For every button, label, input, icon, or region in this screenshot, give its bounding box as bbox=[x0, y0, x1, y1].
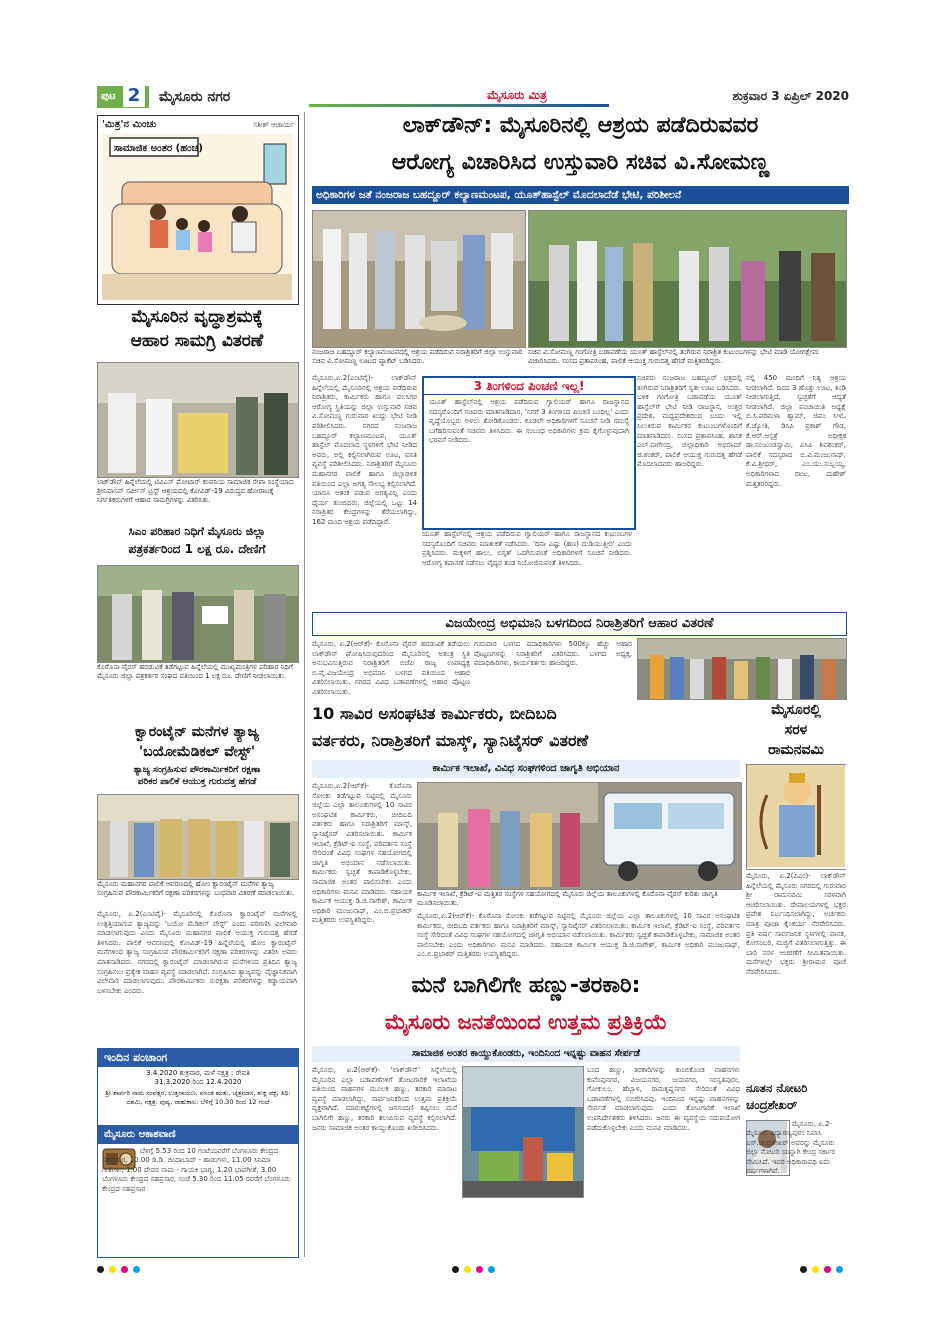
cmfund-headline bbox=[97, 523, 297, 561]
notary-box bbox=[746, 1080, 846, 1256]
lead-body-col4: ನಲ್ಲಿ 450 ಮಂದಿಗೆ ನಿತ್ಯ ಆಶ್ರಯ ನೀಡಲಾಗಿದೆ. ದಿನದ 3 ಹೊತ್ತು ಊಟ, ತಿಂಡಿ ನೀಡಲಾಗುತ್ತಿದೆ. ಸ್ವಚ್ಛತೆಗೆ ಆದ್ಯತೆ ನೀಡಲಾಗಿದೆ. ಜಿಲ್ಲಾ ಪಂಚಾಯಿತಿ ಅಧ್ಯಕ್ಷೆ ಬಿ.ಸಿ.ಪರಿಮಳಾ ಶ್ಯಾಮ್, ಜಿಪಂ ಸಿಇಓ ಕೆ.ಜ್ಯೋತಿ, ಡಿಸಿಪಿ ಪ್ರಕಾಶ್ ಗೌಡ, ಕೆ.ಆರ್.ಆಸ್ಪತ್ರೆ ಅಧೀಕ್ಷಕ ಡಾ.ನಂಜುಂಡಸ್ವಾಮಿ, ಎಸಿಪಿ ಶಿವಶಂಕರ್, ಪಾಲಿಕೆ ಸದಸ್ಯರಾದ ಬಿ.ವಿ.ಮಂಜುನಾಥ್, ಕೆ.ವಿ.ಶ್ರೀಧರ್, ಎಂ.ಯು.ಸುಬ್ಬಯ್ಯ, ಅಧಿಕಾರಿಗಳಾದ ರಾಜು, ಮಹೇಶ್ ಮತ್ತಿತರರಿದ್ದರು. bbox=[746, 374, 846, 488]
lead-caption-left: ನಂಜರಾಜ ಬಹದ್ದೂರ್ ಕಲ್ಯಾಣಮಂಟಪದಲ್ಲಿ ಆಶ್ರಯ ಪಡೆದಿರುವ ನಿರಾಶ್ರಿತರಿಗೆ ಜಿಲ್ಲಾ ಉಸ್ತುವಾರಿ ಸಚಿವ ವಿ.ಸೋಮಣ್ಣ ಊಟದ ಪ್ಯಾಕೆಟ್ ಬಡಿಸಿದರು. bbox=[312, 348, 523, 365]
registration-marks-right bbox=[800, 1266, 843, 1273]
oldage-headline bbox=[97, 305, 297, 357]
vijayendra-body-right: ಗುರುವಾರ ಬಳಗದ ಪದಾಧಿಕಾರಿಗಳು 500ಕ್ಕೂ ಹೆಚ್ಚು ಆಹಾರ ಪೊಟ್ಟಣಗಳನ್ನು ನಿರಾಶ್ರಿತರಿಗೆ ವಿತರಿಸಿದರು. ಬಳಗದ ಅಧ್ಯಕ್ಷ, ಪದಾಧಿಕಾರಿಗಳು, ಕಾರ್ಯಕರ್ತರು ಹಾಜರಿದ್ದರು. bbox=[474, 640, 632, 668]
cartoon-column-title: 'ಮಿತ್ರ'ನ ಮಿಂಚು bbox=[102, 119, 157, 130]
waste-subhead-line2: ಪರಿಕರ ಪಾಲಿಕೆ ಆಯುಕ್ತ ಗುರುದತ್ತ ಹೆಗಡೆ bbox=[137, 777, 257, 787]
panchanga-line1: 3.4.2020 ಶುಕ್ರವಾರ, ಮಳೆ ನಕ್ಷತ್ರ : ರೇವತಿ bbox=[146, 1069, 250, 1077]
radio-body: ಬೆಳಿಗ್ಗೆ 5.53 ರಿಂದ 10 ಗಂಟೆಯವರೆಗೆ ಬೆಂಗಳೂರು ಕೇಂದ್ರದ ಸಹಪ್ರಸಾರ, 10.00 ಡಿ.ಡಿ. ಜಿಂದಾಬಾದ್ - ಹಾಡುಗಳು, 11.00 ಸಿನಿಮಾ ಗೀತೆಗಳು, 1.00 ದೇವರ ನಾಮ - ಗಾಯಕಿ ಭಾಗ್ಯ, 1.20 ಭಾವಗೀತೆ, 3.00 ಬೆಂಗಳೂರು ಕೇಂದ್ರದ ಸಹಪ್ರಸಾರ, ಸಂಜೆ 5.30 ರಿಂದ 11.05 ರವರೆಗೆ ಬೆಂಗಳೂರು ಕೇಂದ್ರದ ಸಹಪ್ರಸಾರ bbox=[102, 1147, 291, 1193]
header-rule bbox=[309, 104, 609, 107]
workers-caption: ಕಾರ್ಮಿಕ ಇಲಾಖೆ, ಕ್ರೆಡಿಟ್-ಐ ಮತ್ತಿತರ ಸಂಸ್ಥೆಗಳ ಸಹಯೋಗದಲ್ಲಿ ಮೈಸೂರು ಜಿಲ್ಲೆಯ ತಾಲೂಕುಗಳಲ್ಲಿ ಕೊರೊನಾ ವೈರಸ್ ಕುರಿತು ಜಾಗೃತಿ ಮೂಡಿಸಲಾಯಿತು. bbox=[417, 890, 718, 907]
cmfund-headline-line2: ಪತ್ರಕರ್ತರಿಂದ 1 ಲಕ್ಷ ರೂ. ದೇಣಿಗೆ bbox=[128, 542, 266, 556]
registration-marks-center bbox=[452, 1266, 495, 1273]
radio-title: ಮೈಸೂರು ಆಕಾಶವಾಣಿ bbox=[98, 1127, 298, 1144]
workers-photo bbox=[417, 782, 742, 890]
pension-box-title: 3 ತಿಂಗಳಿಂದ ಪಿಂಚಣಿ ಇಲ್ಲ! bbox=[424, 378, 634, 395]
lead-caption-right: ಸಚಿವ ವಿ.ಸೋಮಣ್ಣ ಗಂಗೋತ್ರಿ ಬಡಾವಣೆಯ ಯೂತ್ ಹಾಸ್ಟೆಲ್‌ನಲ್ಲಿ ತಂಗಿರುವ ನಿರಾಶ್ರಿತ ಕುಟುಂಬಗಳನ್ನು ಭೇಟಿ ಮಾಡಿ ಯೋಗಕ್ಷೇಮ ವಿಚಾರಿಸಿದರು. ಸಂಸದ ಪ್ರತಾಪಸಿಂಹ, ಪಾಲಿಕೆ ಆಯುಕ್ತ ಗುರುದತ್ತ ಹೆಗಡೆ ಮತ್ತಿತರರಿದ್ದರು. bbox=[528, 348, 819, 365]
produce-headline bbox=[312, 968, 740, 1042]
radio-box bbox=[97, 1126, 299, 1258]
workers-body-cont bbox=[417, 912, 740, 966]
masthead: ಮೈಸೂರು ಮಿತ್ರ bbox=[487, 88, 547, 102]
waste-subhead-line1: ತ್ಯಾಜ್ಯ ಸಂಗ್ರಹಿಸುವ ಪೌರಕಾರ್ಮಿಕರಿಗೆ ರಕ್ಷಣಾ bbox=[133, 765, 261, 775]
workers-subhead: ಕಾರ್ಮಿಕ ಇಲಾಖೆ, ವಿವಿಧ ಸಂಘಗಳಿಂದ ಜಾಗೃತಿ ಅಭಿಯಾನ bbox=[312, 760, 740, 778]
lead-headline-line1: ಲಾಕ್‌ಡೌನ್: ಮೈಸೂರಿನಲ್ಲಿ ಆಶ್ರಯ ಪಡೆದಿರುವವರ bbox=[402, 113, 759, 138]
cmfund-photo bbox=[97, 565, 299, 663]
lead-strap: ಅಧಿಕಾರಿಗಳ ಜತೆ ನಂಜರಾಜ ಬಹದ್ದೂರ್ ಕಲ್ಯಾಣಮಂಟಪ, ಯೂತ್‌ಹಾಸ್ಟೆಲ್ ಮೊದಲಾದೆಡೆ ಭೇಟಿ, ಪರಿಶೀಲನೆ bbox=[312, 186, 849, 204]
lead-body-col3: ಸಚಿವರು ನಂಜರಾಜ ಬಹದ್ದೂರ್ ಛತ್ರದಲ್ಲಿ ತಂಗಿರುವ ನಿರಾಶ್ರಿತರಿಗೆ ಸ್ವತಃ ಊಟ ಬಡಿಸಿದರು. ಬಳಿಕ ಗಂಗೋತ್ರಿ ಬಡಾವಣೆಯ ಯೂತ್ ಹಾಸ್ಟೆಲ್‌ಗೆ ಭೇಟಿ ನೀಡಿ ರಾಜಸ್ಥಾನ, ಉತ್ತರ ಪ್ರದೇಶ, ಮಧ್ಯಪ್ರದೇಶದಿಂದ ಬಂದು ಇಲ್ಲಿ ಸಿಲುಕಿರುವ ಕಾರ್ಮಿಕರ ಕುಟುಂಬಗಳೊಂದಿಗೆ ಮಾತನಾಡಿದರು. ಸಂಸದ ಪ್ರತಾಪಸಿಂಹ, ಶಾಸಕ ಎಲ್.ನಾಗೇಂದ್ರ, ಜಿಲ್ಲಾಧಿಕಾರಿ ಅಭಿರಾಮ್ ಜಿ.ಶಂಕರ್, ಪಾಲಿಕೆ ಆಯುಕ್ತ ಗುರುದತ್ತ ಹೆಗಡೆ ಮೊದಲಾದವರು ಹಾಜರಿದ್ದರು. bbox=[637, 374, 742, 469]
waste-headline-line1: ಕ್ವಾರಂಟೈನ್ ಮನೆಗಳ ತ್ಯಾಜ್ಯ bbox=[135, 724, 259, 740]
ramanavami-body: ಮೈಸೂರು, ಏ.2(ಪಿಎಂ)- ಲಾಕ್‌ಡೌನ್ ಹಿನ್ನೆಲೆಯಲ್ಲಿ ಮೈಸೂರು ನಗರದಲ್ಲಿ ಗುರುವಾರ ಶ್ರೀ ರಾಮನವಮಿ ಸರಳವಾಗಿ ಆಚರಿಸಲಾಯಿತು. ದೇವಾಲಯಗಳಲ್ಲಿ ಭಕ್ತರ ಪ್ರವೇಶ ನಿರ್ಬಂಧಿಸಲಾಗಿದ್ದು, ಅರ್ಚಕರು ಮಾತ್ರ ಪೂಜಾ ಕೈಂಕರ್ಯ ನೆರವೇರಿಸಿದರು. ಪ್ರತಿ ವರ್ಷ ಸಾರ್ವಜನಿಕ ಸ್ಥಳಗಳಲ್ಲಿ ಪಾನಕ, ಕೋಸಂಬರಿ, ಮಜ್ಜಿಗೆ ವಿತರಿಸಲಾಗುತ್ತಿತ್ತು. ಈ ಬಾರಿ ಸರಳ ಆಚರಣೆಗೆ ಸೀಮಿತವಾಯಿತು. ಮನೆಗಳಲ್ಲೇ ಭಕ್ತರು ಶ್ರೀರಾಮನ ಪೂಜೆ ನೆರವೇರಿಸಿದರು. bbox=[746, 872, 846, 976]
waste-headline-line2: 'ಬಯೋಮೆಡಿಕಲ್ ವೇಸ್ಟ್' bbox=[138, 744, 256, 760]
lead-headline bbox=[312, 108, 849, 184]
cartoon-box bbox=[97, 115, 299, 305]
lead-photo-right bbox=[528, 210, 847, 348]
workers-headline-line2: ವರ್ತಕರು, ನಿರಾಶ್ರಿತರಿಗೆ ಮಾಸ್ಕ್, ಸ್ಯಾನಿಟೈಸರ್ ವಿತರಣೆ bbox=[312, 731, 589, 750]
panchanga-title: ಇಂದಿನ ಪಂಚಾಂಗ bbox=[98, 1049, 298, 1067]
issue-date: ಶುಕ್ರವಾರ 3 ಏಪ್ರಿಲ್ 2020 bbox=[732, 89, 849, 103]
produce-headline-line1: ಮನೆ ಬಾಗಿಲಿಗೇ ಹಣ್ಣು-ತರಕಾರಿ: bbox=[411, 973, 641, 998]
page-header bbox=[97, 86, 849, 108]
oldage-photo bbox=[97, 362, 299, 478]
workers-headline bbox=[312, 700, 740, 756]
ramanavami-photo bbox=[746, 764, 846, 870]
lead-body-col2: ಯೂತ್ ಹಾಸ್ಟೆಲ್‌ನಲ್ಲಿ ಆಶ್ರಯ ಪಡೆದಿರುವ ಗ್ವಾಲಿಯರ್ ಹಾಗೂ ರಾಜಸ್ಥಾನದ ಕುಟುಂಬಗಳ ಸದಸ್ಯರೊಂದಿಗೆ ಸಚಿವರು ಮಾತುಕತೆ ನಡೆಸಿದರು. 'ದಿನಾ ಎಷ್ಟು (ಹಣ) ದುಡಿಯುತ್ತೀರಿ' ಎಂದು ಪ್ರಶ್ನಿಸಿದರು. ಮಕ್ಕಳಿಗೆ ಹಾಲು, ಬಿಸ್ಕತ್ ಒದಗಿಸುವಂತೆ ಅಧಿಕಾರಿಗಳಿಗೆ ಸೂಚನೆ ನೀಡಿದರು. ಆರೋಗ್ಯ ತಪಾಸಣೆ ನಡೆಸಲು ವೈದ್ಯರ ತಂಡ ನಿಯೋಜಿಸುವಂತೆ ತಿಳಿಸಿದರು. bbox=[422, 530, 632, 567]
ramanavami-headline-line1: ಮೈಸೂರಲ್ಲಿ bbox=[771, 702, 821, 718]
page-label: ಪುಟ bbox=[101, 91, 116, 102]
registration-marks-left bbox=[97, 1266, 140, 1273]
ramanavami-headline-line3: ರಾಮನವಮಿ bbox=[768, 742, 824, 758]
panchanga-box bbox=[97, 1048, 299, 1126]
lead-headline-line2: ಆರೋಗ್ಯ ವಿಚಾರಿಸಿದ ಉಸ್ತುವಾರಿ ಸಚಿವ ವಿ.ಸೋಮಣ್ಣ bbox=[391, 150, 770, 175]
vijayendra-headline: ವಿಜಯೇಂದ್ರ ಅಭಿಮಾನಿ ಬಳಗದಿಂದ ನಿರಾಶ್ರಿತರಿಗೆ ಆಹಾರ ವಿತರಣೆ bbox=[312, 612, 847, 636]
waste-subhead bbox=[97, 764, 297, 790]
oldage-headline-line2: ಆಹಾರ ಸಾಮಗ್ರಿ ವಿತರಣೆ bbox=[130, 331, 264, 351]
oldage-caption: ಲಾಕ್‌ಡೌನ್ ಹಿನ್ನೆಲೆಯಲ್ಲಿ ಟಿವಿಎಸ್ ಮೋಟಾರ್ ಕಂಪನಿಯ ಸಾಮಾಜಿಕ ಸೇವಾ ಸಂಸ್ಥೆಯಾದ ಶ್ರೀನಿವಾಸನ್ ಸರ್ವೀಸ್ ಟ್ರಸ್ಟ್ ಆಶ್ರಯದಲ್ಲಿ ಕೋವಿಡ್-19 ವಿರುದ್ಧದ ಹೋರಾಟಕ್ಕೆ ನಿರ್ಗತಿಕರುಗಳಿಗೆ ಆಹಾರ ಸಾಮಗ್ರಿಗಳನ್ನು ವಿತರಿಸಿತು. bbox=[97, 478, 294, 504]
notary-title-line1: ನೂತನ ನೋಟರಿ bbox=[746, 1081, 808, 1095]
ramanavami-headline-line2: ಸರಳ bbox=[784, 722, 808, 738]
workers-body: ಮೈಸೂರು,ಏ.2(ಆರ್‌ಕೆ)- ಕೊರೊನಾ ಸೋಂಕು ತಡೆಗಟ್ಟುವ ನಿಟ್ಟಿನಲ್ಲಿ ಮೈಸೂರು ಜಿಲ್ಲೆಯ ಎಲ್ಲಾ ತಾಲೂಕುಗಳಲ್ಲಿ 10 ಸಾವಿರ ಅಸಂಘಟಿತ ಕಾರ್ಮಿಕರು, ಬೀದಿಬದಿ ವರ್ತಕರು ಹಾಗೂ ನಿರಾಶ್ರಿತರಿಗೆ ಮಾಸ್ಕ್, ಸ್ಯಾನಿಟೈಸರ್ ವಿತರಿಸಲಾಯಿತು. ಕಾರ್ಮಿಕ ಇಲಾಖೆ, ಕ್ರೆಡಿಟ್-ಐ ಸಂಸ್ಥೆ, ಪರಿವರ್ತನ ಸಂಸ್ಥೆ ಸೇರಿದಂತೆ ವಿವಿಧ ಸಂಘಗಳ ಸಹಯೋಗದಲ್ಲಿ ಜಾಗೃತಿ ಅಭಿಯಾನ ನಡೆಸಲಾಯಿತು. ಕಾರ್ಮಿಕರು ಸ್ವಚ್ಛತೆ ಕಾಪಾಡಿಕೊಳ್ಳಬೇಕು, ಸಾಮಾಜಿಕ ಅಂತರ ಪಾಲಿಸಬೇಕು ಎಂದು ಅಧಿಕಾರಿಗಳು ಮನವಿ ಮಾಡಿದರು. ಸಹಾಯಕ ಕಾರ್ಮಿಕ ಆಯುಕ್ತ ಡಿ.ಜಿ.ನಾಗೇಶ್, ಕಾರ್ಮಿಕ ಅಧಿಕಾರಿ ಮಂಜುನಾಥ್, ಎಂ.ಬಿ.ಪ್ರಭಾಕರ್ ಮತ್ತಿತರರು ಉಪಸ್ಥಿತರಿದ್ದರು. bbox=[312, 782, 412, 925]
cartoon-artist: ಸತೀಶ್ ಆಚಾರ್ಯ bbox=[253, 121, 294, 129]
waste-headline bbox=[97, 722, 297, 762]
notary-body: ಮೈಸೂರು, ಏ.2-ಮೈಸೂರು ವಿದ್ಯಾರಣ್ಯಪುರಂ ನಿವಾಸಿ ಎಸ್.ಚಂದ್ರಶೇಖರ್ ಅವರನ್ನು ಮೈಸೂರು ಜಿಲ್ಲಾ ನೋಟರಿ ಯನ್ನಾಗಿ ಕೇಂದ್ರ ಸರ್ಕಾರ ನೇಮಿಸಿದೆ. ಇವರ ಅಧಿಕಾರಾವಧಿ ಐದು ವರ್ಷಗಳಾಗಿವೆ. bbox=[746, 1120, 836, 1176]
left-column-rule bbox=[304, 112, 305, 1257]
produce-headline-line2: ಮೈಸೂರು ಜನತೆಯಿಂದ ಉತ್ತಮ ಪ್ರತಿಕ್ರಿಯೆ bbox=[384, 1010, 668, 1034]
oldage-headline-line1: ಮೈಸೂರಿನ ವೃದ್ಧಾಶ್ರಮಕ್ಕೆ bbox=[131, 307, 263, 327]
ramanavami-box bbox=[746, 700, 846, 1076]
waste-body: ಮೈಸೂರು, ಏ.2(ಎಂಟಿವೈ)- ಮೈಸೂರಿನಲ್ಲಿ ಕೊರೊನಾ ಕ್ವಾರಂಟೈನ್ ಮನೆಗಳಲ್ಲಿ ಉತ್ಪತ್ತಿಯಾಗುವ ತ್ಯಾಜ್ಯವನ್ನು 'ಬಯೋ ಮೆಡಿಕಲ್ ವೇಸ್ಟ್' ಎಂದು ಪರಿಗಣಿಸಿ ವಿಲೇವಾರಿ ಮಾಡಲಾಗುವುದು ಎಂದು ಮೈಸೂರು ಮಹಾನಗರ ಪಾಲಿಕೆ ಆಯುಕ್ತ ಗುರುದತ್ತ ಹೆಗಡೆ ತಿಳಿಸಿದರು. ಪಾಲಿಕೆ ಆವರಣದಲ್ಲಿ ಕೋವಿಡ್-19 ಹಿನ್ನೆಲೆಯಲ್ಲಿ ಹೋಂ ಕ್ವಾರಂಟೈನ್ ಮನೆಗಳಿಂದ ತ್ಯಾಜ್ಯ ಸಂಗ್ರಹಿಸುವ ಪೌರಕಾರ್ಮಿಕರಿಗೆ ರಕ್ಷಣಾ ಪರಿಕರಗಳನ್ನು ವಿತರಿಸಿ ಅವರು ಮಾತನಾಡಿದರು. ನಗರದಲ್ಲಿ ಕ್ವಾರಂಟೈನ್ ಮಾಡಲಾಗಿರುವ ಮನೆಗಳಿಂದ ಪ್ರತಿದಿನ ತ್ಯಾಜ್ಯ ಸಂಗ್ರಹಿಸಲು ಪ್ರತ್ಯೇಕ ವಾಹನ ವ್ಯವಸ್ಥೆ ಮಾಡಲಾಗಿದೆ. ಸಂಗ್ರಹಿಸಿದ ತ್ಯಾಜ್ಯವನ್ನು ವೈಜ್ಞಾನಿಕವಾಗಿ ವಿಲೇವಾರಿ ಮಾಡಲಾಗುವುದು. ಪೌರಕಾರ್ಮಿಕರು ಸುರಕ್ಷತಾ ಪರಿಕರಗಳನ್ನು ಕಡ್ಡಾಯವಾಗಿ ಬಳಸಬೇಕು ಎಂದರು. bbox=[97, 910, 297, 995]
produce-photo bbox=[462, 1066, 584, 1198]
produce-body-left: ಮೈಸೂರು, ಏ.2(ಆರ್‌ಕೆ)- 'ಲಾಕ್‌ಡೌನ್' ಸಿನ್ನೆಲೆಯಲ್ಲಿ ಮೈಸೂರಿನ ಎಲ್ಲಾ ಬಡಾವಣೆಗಳಿಗೆ ತೋಟಗಾರಿಕೆ ಇಲಾಖೆಯ ವತಿಯಿಂದ ವಾಹನಗಳ ಮೂಲಕ ಹಣ್ಣು, ತರಕಾರಿ ಮಾರಾಟ ವ್ಯವಸ್ಥೆ ಮಾಡಲಾಗಿದ್ದು, ಸಾರ್ವಜನಿಕರಿಂದ ಉತ್ತಮ ಪ್ರತಿಕ್ರಿಯೆ ವ್ಯಕ್ತವಾಗಿದೆ. ಮಾರುಕಟ್ಟೆಗಳಲ್ಲಿ ಜನಸಂದಣಿ ತಪ್ಪಿಸಲು ಮನೆ ಬಾಗಿಲಿಗೇ ಹಣ್ಣು, ತರಕಾರಿ ತಲುಪಿಸುವ ವ್ಯವಸ್ಥೆ ಕಲ್ಪಿಸಲಾಗಿದೆ. ಜನರು ಸಾಮಾಜಿಕ ಅಂತರ ಕಾಯ್ದುಕೊಂಡು ಖರೀದಿಸಿದರು. bbox=[312, 1066, 457, 1132]
pension-box bbox=[422, 376, 636, 530]
produce-strap: ಸಾಮಾಜಿಕ ಅಂತರ ಕಾಯ್ದುಕೊಂಡರು, ಇಂದಿನಿಂದ ಇನ್ನಷ್ಟು ವಾಹನ ಸೇರ್ಪಡೆ bbox=[312, 1046, 740, 1062]
produce-body-right: ಬಂದ ಹಣ್ಣು, ತರಕಾರಿಗಳನ್ನು ತುಂಬಿಕೊಂಡ ವಾಹನಗಳು ಕುವೆಂಪುನಗರ, ವಿಜಯನಗರ, ಜಯನಗರ, ಸರಸ್ವತಿಪುರಂ, ಗೋಕುಲಂ, ಹೆಬ್ಬಾಳ, ರಾಮಕೃಷ್ಣನಗರ ಸೇರಿದಂತೆ ವಿವಿಧ ಬಡಾವಣೆಗಳಲ್ಲಿ ಸಂಚರಿಸಿದವು. ಇಂದಿನಿಂದ ಇನ್ನಷ್ಟು ವಾಹನಗಳನ್ನು ಸೇರ್ಪಡೆ ಮಾಡಲಾಗುವುದು ಎಂದು ತೋಟಗಾರಿಕೆ ಇಲಾಖೆ ಉಪನಿರ್ದೇಶಕರು ತಿಳಿಸಿದರು. ಜನರು ಈ ವ್ಯವಸ್ಥೆಯ ಸದುಪಯೋಗ ಪಡೆದುಕೊಳ್ಳಬೇಕು ಎಂದು ಮನವಿ ಮಾಡಿದರು. bbox=[587, 1066, 740, 1132]
page-tag bbox=[97, 86, 149, 108]
workers-body-cont-text: ಮೈಸೂರು,ಏ.2(ಆರ್‌ಕೆ)- ಕೊರೊನಾ ಸೋಂಕು ತಡೆಗಟ್ಟುವ ನಿಟ್ಟಿನಲ್ಲಿ ಮೈಸೂರು ಜಿಲ್ಲೆಯ ಎಲ್ಲಾ ತಾಲೂಕುಗಳಲ್ಲಿ 10 ಸಾವಿರ ಅಸಂಘಟಿತ ಕಾರ್ಮಿಕರು, ಬೀದಿಬದಿ ವರ್ತಕರು ಹಾಗೂ ನಿರಾಶ್ರಿತರಿಗೆ ಮಾಸ್ಕ್, ಸ್ಯಾನಿಟೈಸರ್ ವಿತರಿಸಲಾಯಿತು. ಕಾರ್ಮಿಕ ಇಲಾಖೆ, ಕ್ರೆಡಿಟ್-ಐ ಸಂಸ್ಥೆ, ಪರಿವರ್ತನ ಸಂಸ್ಥೆ ಸೇರಿದಂತೆ ವಿವಿಧ ಸಂಘಗಳ ಸಹಯೋಗದಲ್ಲಿ ಜಾಗೃತಿ ಅಭಿಯಾನ ನಡೆಸಲಾಯಿತು. ಕಾರ್ಮಿಕರು ಸ್ವಚ್ಛತೆ ಕಾಪಾಡಿಕೊಳ್ಳಬೇಕು, ಸಾಮಾಜಿಕ ಅಂತರ ಪಾಲಿಸಬೇಕು ಎಂದು ಅಧಿಕಾರಿಗಳು ಮನವಿ ಮಾಡಿದರು. ಸಹಾಯಕ ಕಾರ್ಮಿಕ ಆಯುಕ್ತ ಡಿ.ಜಿ.ನಾಗೇಶ್, ಕಾರ್ಮಿಕ ಅಧಿಕಾರಿ ಮಂಜುನಾಥ್, ಎಂ.ಬಿ.ಪ್ರಭಾಕರ್ ಮತ್ತಿತರರು ಉಪಸ್ಥಿತರಿದ್ದರು. bbox=[417, 912, 740, 959]
cmfund-caption: ಕೊರೊನಾ ವೈರಸ್ ಹರಡುವಿಕೆ ತಡೆಗಟ್ಟುವ ಹಿನ್ನೆಲೆಯಲ್ಲಿ ಮುಖ್ಯಮಂತ್ರಿಗಳ ಪರಿಹಾರ ನಿಧಿಗೆ ಮೈಸೂರು ಜಿಲ್ಲಾ ಪತ್ರಕರ್ತರ ಸಂಘದ ವತಿಯಿಂದ 1 ಲಕ್ಷ ರೂ. ದೇಣಿಗೆ ನೀಡಲಾಯಿತು. bbox=[97, 663, 293, 680]
waste-photo bbox=[97, 794, 299, 880]
cartoon-caption-box: ಸಾಮಾಜಿಕ ಅಂತರ (ಹಂಚಿ) bbox=[114, 143, 203, 154]
lead-body-col1: ಮೈಸೂರು,ಏ.2(ಎಂಟಿವೈ)- ಲಾಕ್‌ಡೌನ್ ಹಿನ್ನೆಲೆಯಲ್ಲಿ ಮೈಸೂರಿನಲ್ಲಿ ಆಶ್ರಯ ಪಡೆದಿರುವ ನಿರಾಶ್ರಿತರು, ಕಾರ್ಮಿಕರು ಹಾಗೂ ವಲಸಿಗರ ಆರೋಗ್ಯ ಸ್ಥಿತಿಯನ್ನು ಜಿಲ್ಲಾ ಉಸ್ತುವಾರಿ ಸಚಿವ ವಿ.ಸೋಮಣ್ಣ ಗುರುವಾರ ಖುದ್ದು ಭೇಟಿ ನೀಡಿ ಪರಿಶೀಲಿಸಿದರು. ನಗರದ ನಂಜರಾಜ ಬಹದ್ದೂರ್ ಕಲ್ಯಾಣಮಂಟಪ, ಯೂತ್ ಹಾಸ್ಟೆಲ್ ಮೊದಲಾದ ಸ್ಥಳಗಳಿಗೆ ಭೇಟಿ ನೀಡಿದ ಅವರು, ಅಲ್ಲಿ ಕಲ್ಪಿಸಲಾಗಿರುವ ಊಟ, ವಸತಿ ವ್ಯವಸ್ಥೆ ಪರಿಶೀಲಿಸಿದರು. ನಿರಾಶ್ರಿತರಿಗೆ ಮೈಸೂರು ಮಹಾನಗರ ಪಾಲಿಕೆ ಹಾಗೂ ಜಿಲ್ಲಾಡಳಿತ ವತಿಯಿಂದ ಎಲ್ಲಾ ಅಗತ್ಯ ಸೌಲಭ್ಯ ಕಲ್ಪಿಸಲಾಗಿದೆ. ಯಾರೂ ಆತಂಕ ಪಡುವ ಅಗತ್ಯವಿಲ್ಲ ಎಂದು ಧೈರ್ಯ ತುಂಬಿದರು. ಜಿಲ್ಲೆಯಲ್ಲಿ ಒಟ್ಟು 14 ನಿರಾಶ್ರಿತರ ಕೇಂದ್ರಗಳನ್ನು ತೆರೆಯಲಾಗಿದ್ದು, 162 ಮಂದಿ ಆಶ್ರಯ ಪಡೆದಿದ್ದಾರೆ. bbox=[312, 374, 417, 526]
page-number: 2 bbox=[123, 85, 145, 107]
waste-caption: ಮೈಸೂರು ಮಹಾನಗರ ಪಾಲಿಕೆ ಆವರಣದಲ್ಲಿ ಹೋಂ ಕ್ವಾರಂಟೈನ್ ಮನೆಗಳ ತ್ಯಾಜ್ಯ ಸಂಗ್ರಹಿಸುವ ಪೌರಕಾರ್ಮಿಕರಿಗೆ ರಕ್ಷಣಾ ಪರಿಕರಗಳನ್ನು ಬುಧವಾರ ವಿತರಣೆ ಮಾಡಲಾಯಿತು. bbox=[97, 880, 295, 897]
lead-photo-left bbox=[312, 210, 526, 348]
pension-box-body: ಯೂತ್ ಹಾಸ್ಟೆಲ್‌ನಲ್ಲಿ ಆಶ್ರಯ ಪಡೆದಿರುವ ಗ್ವಾಲಿಯರ್ ಹಾಗೂ ರಾಜಸ್ಥಾನದ ಸದಸ್ಯರೊಂದಿಗೆ ಸಚಿವರು ಮಾತನಾಡಿದಾಗ, 'ನನಗೆ 3 ತಿಂಗಳಿಂದ ಪಿಂಚಣಿ ಬಂದಿಲ್ಲ' ಎಂದು ವೃದ್ಧೆಯೊಬ್ಬರು ಅಳಲು ತೋಡಿಕೊಂಡರು. ಕೂಡಲೇ ಅಧಿಕಾರಿಗಳಿಗೆ ಸೂಚನೆ ನೀಡಿ ಸಮಸ್ಯೆ ಬಗೆಹರಿಸುವಂತೆ ಸಚಿವರು ತಿಳಿಸಿದರು. ಈ ಸಂಬಂಧ ಅಧಿಕಾರಿಗಳು ಕ್ರಮ ಕೈಗೊಳ್ಳುವುದಾಗಿ ಭರವಸೆ ನೀಡಿದರು. bbox=[429, 398, 629, 445]
panchanga-line2: 31.3.2020 ರಿಂದ 12.4.2020 bbox=[154, 1078, 242, 1086]
vijayendra-body-left: ಮೈಸೂರು, ಏ.2(ಆರ್‌ಕೆ)- ಕೊರೊನಾ ವೈರಸ್ ಹರಡುವಿಕೆ ತಡೆಯಲು ಲಾಕ್‌ಡೌನ್ ಘೋಷಿಸಿರುವುದರಿಂದ ಮೈಸೂರಿನಲ್ಲಿ ಅತಂತ್ರ ಸ್ಥಿತಿ ಅನುಭವಿಸುತ್ತಿರುವ ನಿರಾಶ್ರಿತರಿಗೆ ಬಿಜೆಪಿ ರಾಜ್ಯ ಉಪಾಧ್ಯಕ್ಷ ಬಿ.ವೈ.ವಿಜಯೇಂದ್ರ ಅಭಿಮಾನಿ ಬಳಗದ ವತಿಯಿಂದ ಆಹಾರ ವಿತರಿಸಲಾಯಿತು. ನಗರದ ವಿವಿಧ ಬಡಾವಣೆಗಳಲ್ಲಿ ಆಹಾರ ಪೊಟ್ಟಣ ವಿತರಿಸಲಾಯಿತು. bbox=[312, 640, 470, 696]
panchanga-body: ಶ್ರೀ ಶಾರ್ವರಿ ನಾಮ ಸಂವತ್ಸರ, ಉತ್ತರಾಯಣ, ವಸಂತ ಋತು, ಚೈತ್ರಮಾಸ, ಶುಕ್ಲ ಪಕ್ಷ, ತಿಥಿ: ದಶಮಿ, ನಕ್ಷತ್ರ: ಪುಷ್ಯ, ರಾಹುಕಾಲ: ಬೆಳಿಗ್ಗೆ 10.30 ರಿಂದ 12 ಗಂಟೆ bbox=[105, 1089, 291, 1106]
section-name: ಮೈಸೂರು ನಗರ bbox=[159, 89, 231, 105]
cmfund-headline-line1: ಸಿಎಂ ಪರಿಹಾರ ನಿಧಿಗೆ ಮೈಸೂರು ಜಿಲ್ಲಾ bbox=[128, 525, 266, 538]
workers-headline-line1: 10 ಸಾವಿರ ಅಸಂಘಟಿತ ಕಾರ್ಮಿಕರು, ಬೀದಿಬದಿ bbox=[312, 704, 557, 723]
notary-title-line2: ಚಂದ್ರಶೇಖರ್ bbox=[746, 1098, 798, 1112]
cartoon-illustration bbox=[102, 134, 292, 300]
vijayendra-photo bbox=[637, 638, 847, 700]
